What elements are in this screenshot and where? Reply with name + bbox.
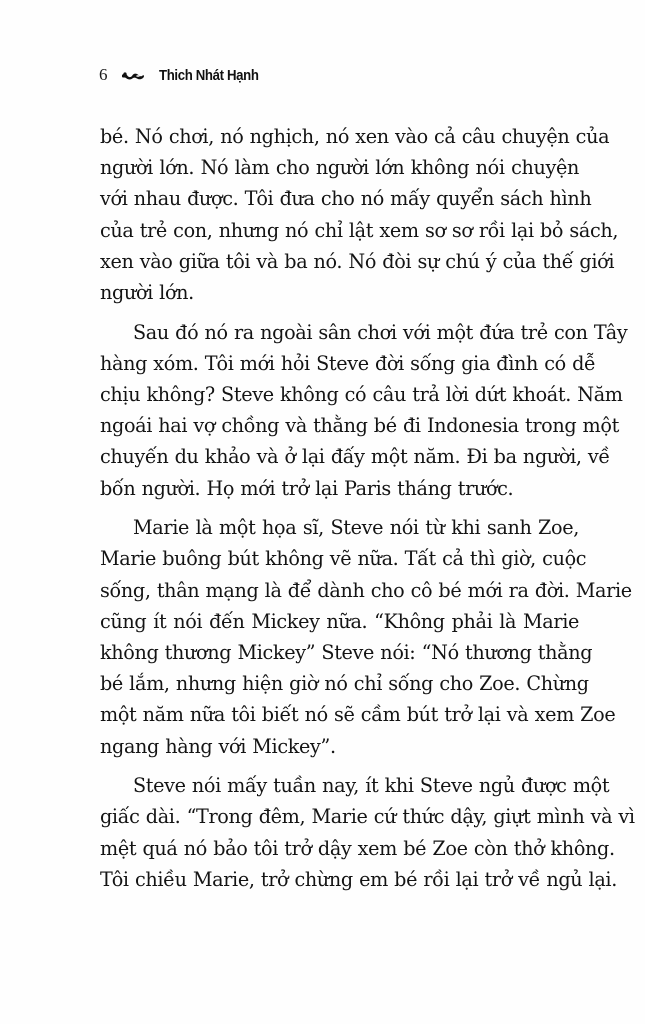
text-line: Marie là một họa sĩ, Steve nói từ khi sanh Zoe,: [133, 516, 579, 540]
text-line: hàng xóm. Tôi mới hỏi Steve đời sống gia đình có dễ: [100, 351, 596, 375]
text-line: giấc dài. “Trong đêm, Marie cứ thức dậy, giựt mình và vì: [100, 805, 635, 829]
text-line: Tôi chiều Marie, trở chừng em bé rồi lại trở về ngủ lại.: [100, 867, 617, 891]
text-line: Sau đó nó ra ngoài sân chơi với một đứa trẻ con Tây: [133, 320, 628, 344]
text-line: Steve nói mấy tuần nay, ít khi Steve ngủ được một: [133, 774, 610, 798]
text-line: bé lắm, nhưng hiện giờ nó chỉ sống cho Zoe. Chừng: [100, 672, 589, 696]
page-number: 6: [99, 65, 108, 84]
text-line: Marie buông bút không vẽ nữa. Tất cả thì giờ, cuộc: [100, 547, 587, 571]
text-line: với nhau được. Tôi đưa cho nó mấy quyển sách hình: [100, 187, 592, 211]
text-line: bốn người. Họ mới trở lại Paris tháng trước.: [100, 476, 514, 500]
text-line: bé. Nó chơi, nó nghịch, nó xen vào cả câu chuyện của: [100, 125, 610, 148]
text-line: ngang hàng với Mickey”.: [100, 734, 336, 758]
paragraph-3: [100, 512, 632, 762]
header-author-name: Thich Nhát Hạnh: [159, 66, 259, 84]
text-line: ngoái hai vợ chồng và thằng bé đi Indonesia trong một: [100, 414, 619, 438]
text-line: xen vào giữa tôi và ba nó. Nó đòi sự chú ý của thế giới: [100, 249, 615, 273]
text-line: một năm nữa tôi biết nó sẽ cầm bút trở lại và xem Zoe: [100, 703, 616, 727]
text-line: không thương Mickey” Steve nói: “Nó thương thằng: [100, 641, 593, 664]
text-line: sống, thân mạng là để dành cho cô bé mới ra đời. Marie: [100, 578, 632, 602]
body-text: [100, 121, 635, 904]
decorative-flourish-icon: [121, 69, 145, 81]
text-line: người lớn. Nó làm cho người lớn không nói chuyện: [100, 156, 579, 180]
running-header: [99, 63, 272, 87]
text-line: chịu không? Steve không có câu trả lời dứt khoát. Năm: [100, 383, 623, 406]
paragraph-4: [100, 770, 635, 895]
text-line: cũng ít nói đến Mickey nữa. “Không phải là Marie: [100, 609, 579, 633]
text-line: mệt quá nó bảo tôi trở dậy xem bé Zoe còn thở không.: [100, 836, 615, 860]
paragraph-2: [100, 317, 628, 504]
text-line: người lớn.: [100, 280, 194, 304]
text-line: chuyến du khảo và ở lại đấy một năm. Đi ba người, về: [100, 445, 610, 469]
paragraph-1: [100, 121, 619, 308]
text-line: của trẻ con, nhưng nó chỉ lật xem sơ sơ rồi lại bỏ sách,: [100, 218, 619, 242]
